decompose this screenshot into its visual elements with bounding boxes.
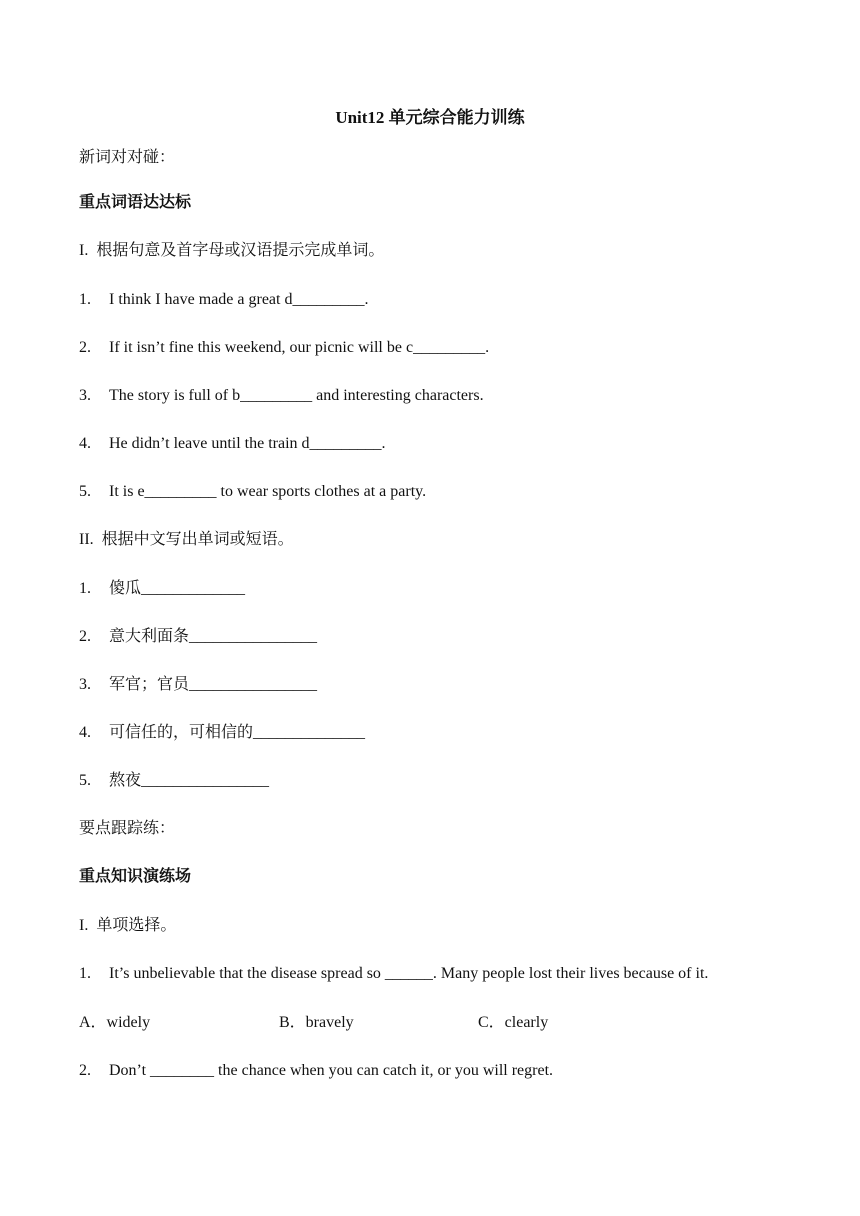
part1-item-5: [79, 482, 426, 502]
part2-item-4: [79, 723, 365, 743]
item-text: 意大利面条________________: [109, 628, 318, 645]
part3-instruction: I. 单项选择。: [79, 917, 177, 934]
item-number: 4.: [79, 724, 91, 741]
item-text: If it isn’t fine this weekend, our picnic will be c_________.: [109, 339, 490, 356]
item-text: It is e_________ to wear sports clothes at a party.: [109, 483, 427, 500]
item-text: 熬夜________________: [109, 772, 270, 789]
item-number: 4.: [79, 435, 91, 452]
item-number: 1.: [79, 965, 91, 982]
item-text: I think I have made a great d_________.: [109, 291, 369, 308]
part3-question-2: [79, 1061, 553, 1081]
heading-vocab: 重点词语达达标: [79, 194, 192, 211]
item-number: 5.: [79, 483, 91, 500]
item-number: 3.: [79, 387, 91, 404]
option-a: A．widely: [79, 1014, 151, 1031]
part1-instruction: I. 根据句意及首字母或汉语提示完成单词。: [79, 242, 385, 259]
part2-item-5: [79, 771, 269, 791]
section-follow: 要点跟踪练：: [79, 820, 176, 837]
part3-question-1: [79, 964, 708, 984]
item-number: 2.: [79, 1062, 91, 1079]
part1-item-3: [79, 386, 484, 406]
part2-item-2: [79, 627, 317, 647]
item-text: 傻瓜_____________: [109, 580, 246, 597]
item-number: 2.: [79, 339, 91, 356]
page-title: Unit12 单元综合能力训练: [335, 108, 525, 127]
part2-item-3: [79, 675, 317, 695]
item-number: 2.: [79, 628, 91, 645]
option-c: C．clearly: [478, 1014, 549, 1031]
item-text: He didn’t leave until the train d_________.: [109, 435, 386, 452]
part1-item-1: [79, 290, 368, 310]
question-text: Don’t ________ the chance when you can catch it, or you will regret.: [109, 1062, 554, 1079]
item-number: 1.: [79, 291, 91, 308]
item-text: 可信任的，可相信的______________: [109, 724, 366, 741]
item-text: 军官；官员________________: [109, 676, 318, 693]
part1-item-2: [79, 338, 489, 358]
section-new-words: 新词对对碰：: [79, 149, 176, 166]
option-b: B．bravely: [279, 1014, 354, 1031]
item-number: 1.: [79, 580, 91, 597]
question-text: It’s unbelievable that the disease spread so ______. Many people lost their lives because of it.: [109, 965, 709, 982]
part2-item-1: [79, 579, 245, 599]
part2-instruction: II. 根据中文写出单词或短语。: [79, 531, 294, 548]
part1-item-4: [79, 434, 386, 454]
item-number: 5.: [79, 772, 91, 789]
item-text: The story is full of b_________ and interesting characters.: [109, 387, 484, 404]
heading-knowledge: 重点知识演练场: [79, 868, 192, 885]
item-number: 3.: [79, 676, 91, 693]
